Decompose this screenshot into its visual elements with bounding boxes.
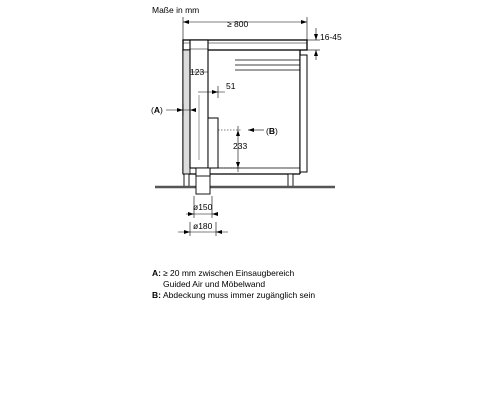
extraction-duct — [190, 40, 208, 168]
legend-a-line1: ≥ 20 mm zwischen Einsaugbereich — [163, 268, 295, 278]
duct-depth-label: 123 — [190, 67, 205, 77]
access-cover — [208, 118, 218, 168]
gap-label: 51 — [226, 81, 236, 91]
units-label: Maße in mm — [152, 5, 200, 15]
d180-label: ø180 — [193, 221, 213, 231]
height-label: 233 — [233, 141, 248, 151]
legend-b-line1: Abdeckung muss immer zugänglich sein — [163, 290, 316, 300]
d150-label: ø150 — [193, 202, 213, 212]
width-label: ≥ 800 — [227, 19, 249, 29]
legend-a-line2: Guided Air und Möbelwand — [163, 279, 266, 289]
rear-panel — [183, 50, 190, 174]
legend — [152, 268, 315, 300]
duct-outlet — [196, 168, 210, 194]
marker-b: (B) — [266, 126, 278, 136]
legend-a-key: A: — [152, 268, 161, 278]
thickness-dimension — [307, 28, 320, 60]
legend-b-key: B: — [152, 290, 161, 300]
marker-b-pointer — [248, 128, 264, 132]
thickness-label: 16-45 — [320, 32, 342, 42]
marker-a: (A) — [151, 105, 163, 115]
